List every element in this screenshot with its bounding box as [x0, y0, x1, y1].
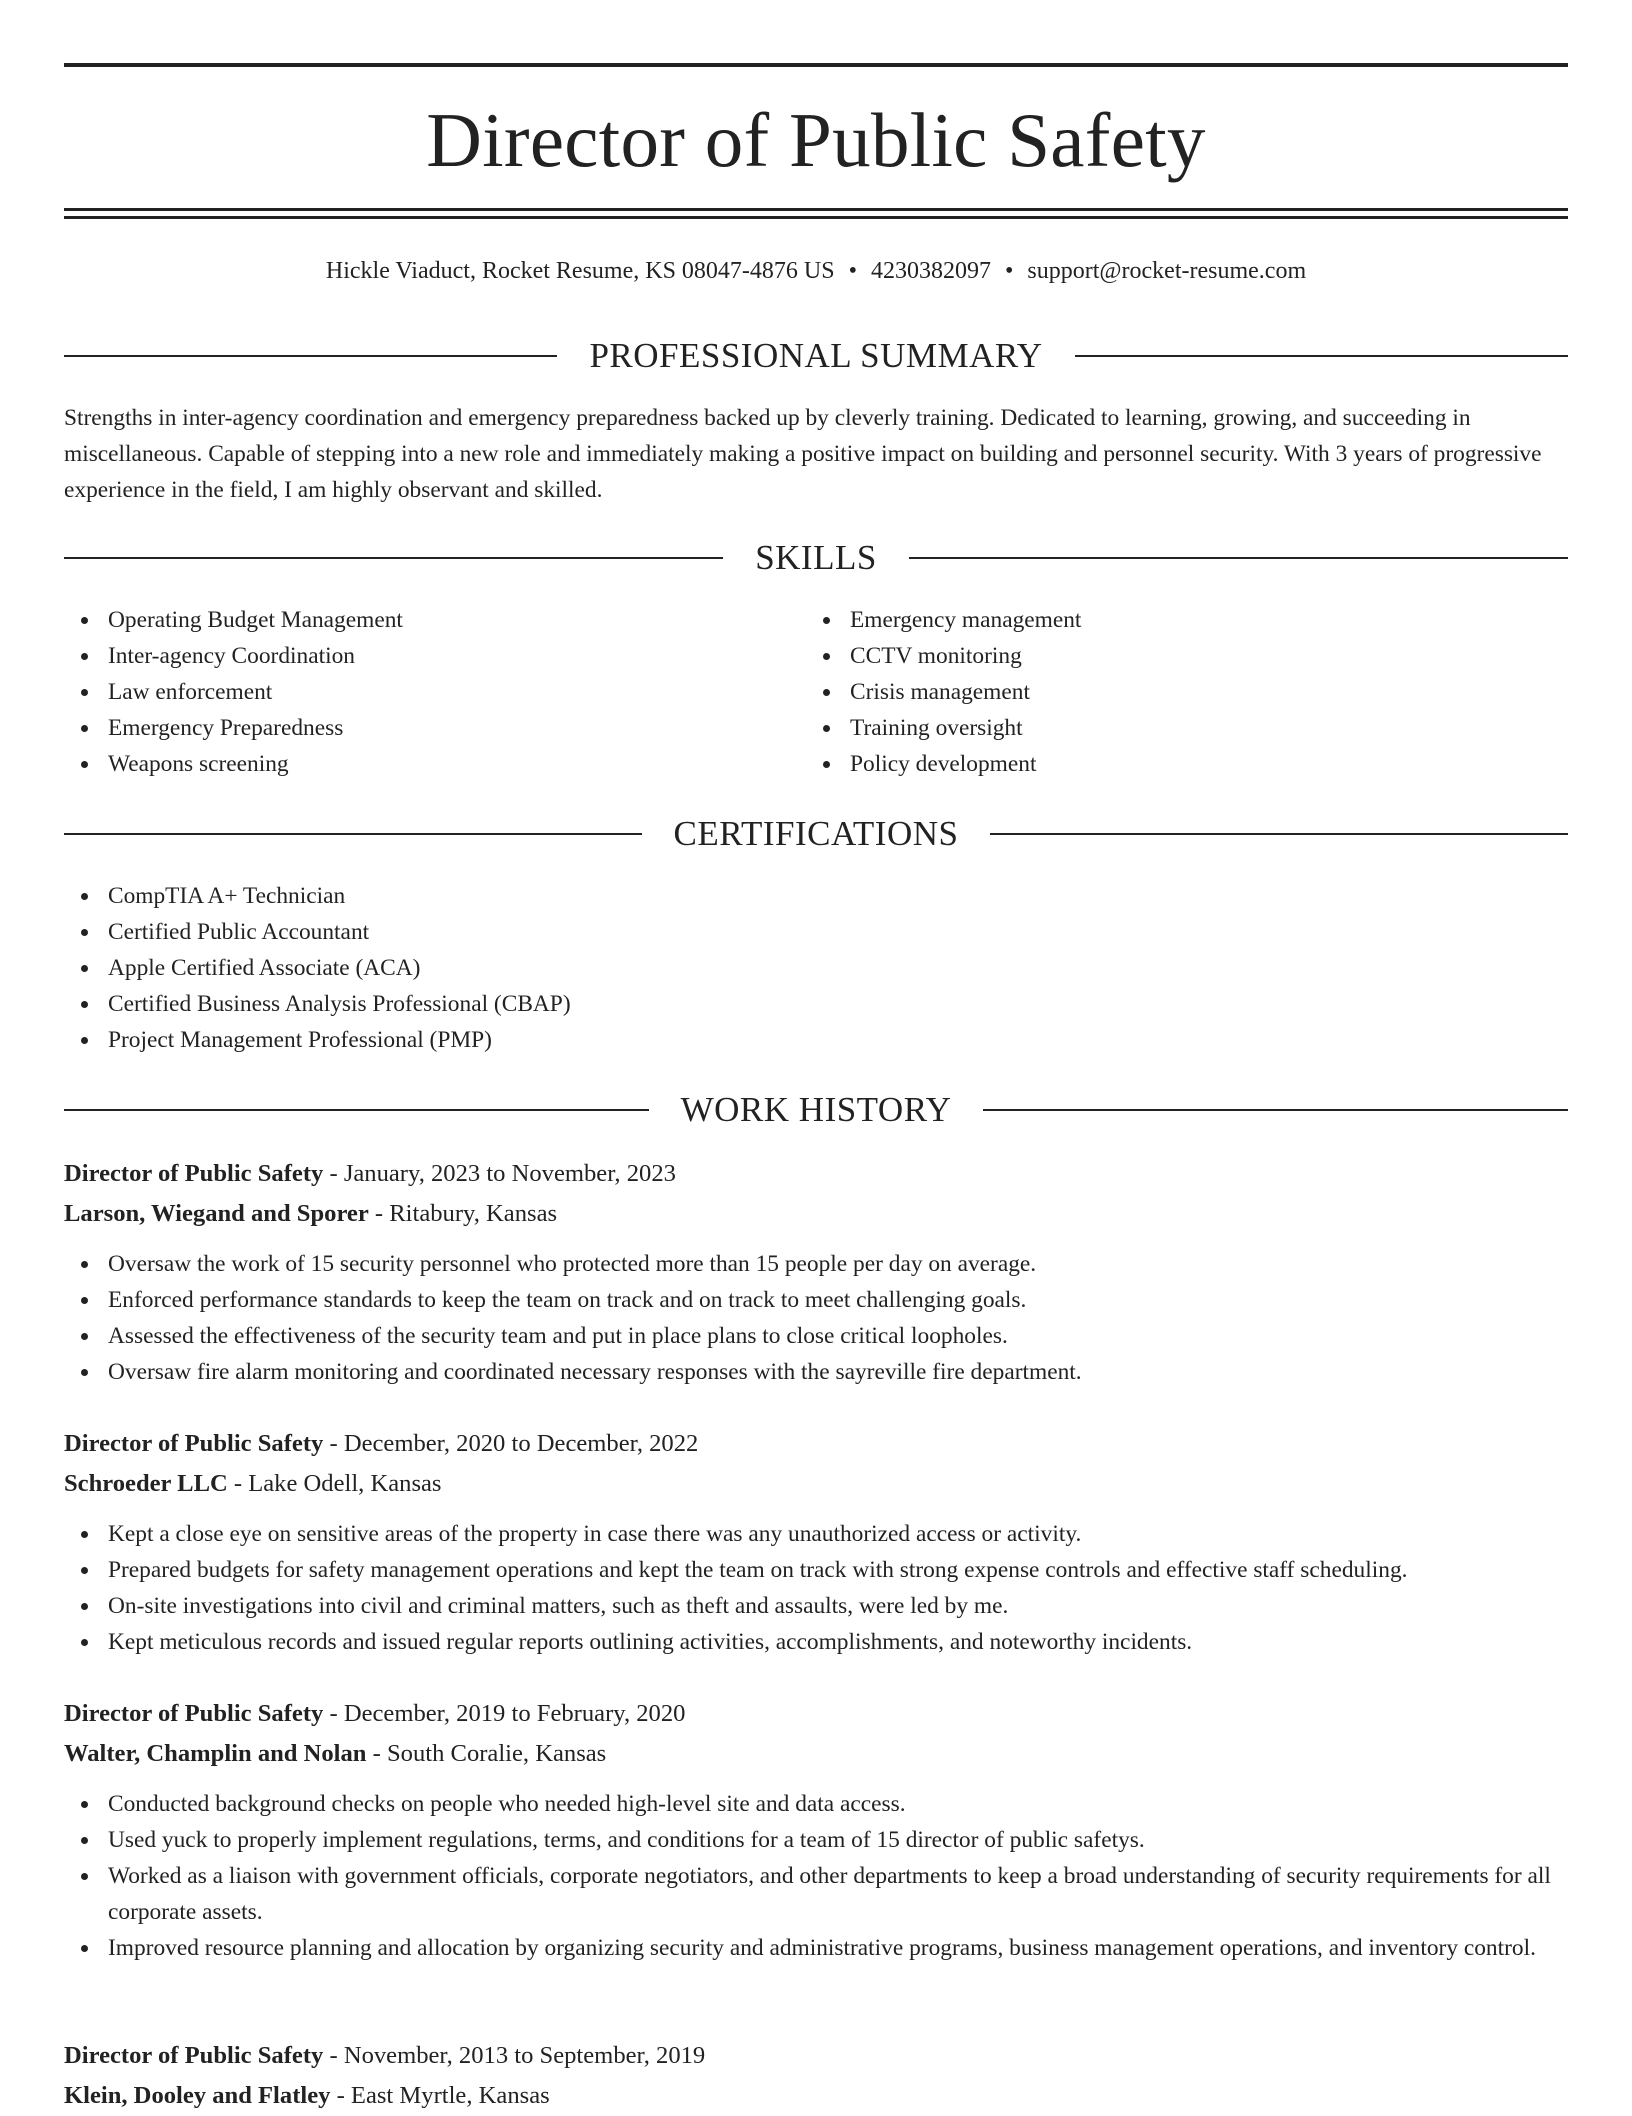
header-double-rule	[64, 208, 1568, 219]
header-top-rule	[64, 63, 1568, 67]
job-role: Director of Public Safety	[64, 1160, 324, 1187]
heading-rule-right	[909, 557, 1568, 559]
job-location: - East Myrtle, Kansas	[330, 2082, 550, 2109]
skills-heading-label: SKILLS	[755, 538, 877, 577]
skill-item: Emergency Preparedness	[64, 710, 784, 746]
job-location: - Ritabury, Kansas	[368, 1200, 558, 1227]
job-bullets	[64, 1246, 1568, 1390]
contact-separator: •	[1005, 258, 1014, 284]
job-bullet: Prepared budgets for safety management operations and kept the team on track with strong expense controls and effective staff scheduling.	[64, 1552, 1568, 1588]
certifications-heading	[64, 812, 1568, 856]
certifications-heading-label: CERTIFICATIONS	[673, 814, 959, 853]
job-company: Schroeder LLC	[64, 1470, 228, 1497]
heading-rule-left	[64, 557, 723, 559]
heading-rule-right	[1075, 355, 1568, 357]
job-company: Klein, Dooley and Flatley	[64, 2082, 331, 2109]
job-entry	[64, 2036, 1568, 2116]
job-role: Director of Public Safety	[64, 1700, 324, 1727]
skills-list-right	[806, 602, 1526, 782]
skill-item: Emergency management	[806, 602, 1526, 638]
job-dates: - December, 2019 to February, 2020	[323, 1700, 686, 1727]
heading-rule-left	[64, 1109, 649, 1111]
job-company-line	[64, 1194, 1568, 1234]
skill-item: Training oversight	[806, 710, 1526, 746]
job-company-line	[64, 2076, 1568, 2116]
job-entry	[64, 1154, 1568, 1390]
contact-email: support@rocket-resume.com	[1027, 258, 1307, 284]
skills-list-left	[64, 602, 784, 782]
job-bullet: Improved resource planning and allocation by organizing security and administrative programs, business management operations, and inventory control.	[64, 1930, 1568, 1966]
heading-rule-right	[983, 1109, 1568, 1111]
certification-item: Certified Business Analysis Professional (CBAP)	[64, 986, 1568, 1022]
contact-separator: •	[848, 258, 858, 284]
certifications-list	[64, 878, 1568, 1058]
resume-title: Director of Public Safety	[426, 97, 1206, 183]
summary-heading-label: PROFESSIONAL SUMMARY	[589, 336, 1043, 375]
certification-item: Apple Certified Associate (ACA)	[64, 950, 1568, 986]
job-company-line	[64, 1464, 1568, 1504]
certification-item: Project Management Professional (PMP)	[64, 1022, 1568, 1058]
job-location: - Lake Odell, Kansas	[227, 1470, 442, 1497]
skills-heading	[64, 536, 1568, 580]
job-bullet: On-site investigations into civil and criminal matters, such as theft and assaults, were led by me.	[64, 1588, 1568, 1624]
job-bullet: Oversaw fire alarm monitoring and coordinated necessary responses with the sayreville fire department.	[64, 1354, 1568, 1390]
contact-address: Hickle Viaduct, Rocket Resume, KS 08047-4876 US	[325, 258, 835, 284]
job-bullet: Worked as a liaison with government officials, corporate negotiators, and other departments to keep a broad understanding of security requirements for all corporate assets.	[64, 1858, 1568, 1930]
job-bullet: Kept a close eye on sensitive areas of the property in case there was any unauthorized access or activity.	[64, 1516, 1568, 1552]
skill-item: Crisis management	[806, 674, 1526, 710]
job-role: Director of Public Safety	[64, 1430, 324, 1457]
skill-item: Inter-agency Coordination	[64, 638, 784, 674]
job-entry	[64, 1424, 1568, 1660]
skill-item: Policy development	[806, 746, 1526, 782]
skill-item: Operating Budget Management	[64, 602, 784, 638]
job-dates: - January, 2023 to November, 2023	[323, 1160, 676, 1187]
job-bullets	[64, 1516, 1568, 1660]
job-title-line	[64, 1424, 1568, 1464]
job-bullet: Enforced performance standards to keep the team on track and on track to meet challenging goals.	[64, 1282, 1568, 1318]
work-history-heading	[64, 1088, 1568, 1132]
summary-text: Strengths in inter-agency coordination and emergency preparedness backed up by cleverly training. Dedicated to learning, growing, and succeeding in miscellaneous. Capable of stepping into a new role and immediately making a positive impact on building and personnel security. With 3 years of progressive experience in the field, I am highly observant and skilled.	[64, 405, 1542, 503]
job-company: Larson, Wiegand and Sporer	[64, 1200, 369, 1227]
job-company: Walter, Champlin and Nolan	[64, 1740, 367, 1767]
heading-rule-left	[64, 355, 557, 357]
job-bullet: Used yuck to properly implement regulations, terms, and conditions for a team of 15 director of public safetys.	[64, 1822, 1568, 1858]
job-dates: - November, 2013 to September, 2019	[323, 2042, 706, 2069]
heading-rule-left	[64, 833, 642, 835]
job-title-line	[64, 1154, 1568, 1194]
job-company-line	[64, 1734, 1568, 1774]
work-history-heading-label: WORK HISTORY	[680, 1090, 952, 1129]
summary-heading	[64, 334, 1568, 378]
heading-rule-right	[990, 833, 1568, 835]
job-bullet: Conducted background checks on people who needed high-level site and data access.	[64, 1786, 1568, 1822]
job-entry	[64, 1694, 1568, 1966]
skill-item: CCTV monitoring	[806, 638, 1526, 674]
job-bullet: Oversaw the work of 15 security personnel who protected more than 15 people per day on average.	[64, 1246, 1568, 1282]
job-title-line	[64, 2036, 1568, 2076]
contact-phone: 4230382097	[871, 258, 992, 284]
certification-item: CompTIA A+ Technician	[64, 878, 1568, 914]
job-title-line	[64, 1694, 1568, 1734]
job-dates: - December, 2020 to December, 2022	[323, 1430, 699, 1457]
job-bullets	[64, 1786, 1568, 1966]
skill-item: Law enforcement	[64, 674, 784, 710]
contact-line	[64, 254, 1568, 288]
job-bullet: Assessed the effectiveness of the security team and put in place plans to close critical loopholes.	[64, 1318, 1568, 1354]
job-bullet: Kept meticulous records and issued regular reports outlining activities, accomplishments, and noteworthy incidents.	[64, 1624, 1568, 1660]
certification-item: Certified Public Accountant	[64, 914, 1568, 950]
skill-item: Weapons screening	[64, 746, 784, 782]
job-role: Director of Public Safety	[64, 2042, 324, 2069]
job-location: - South Coralie, Kansas	[366, 1740, 607, 1767]
